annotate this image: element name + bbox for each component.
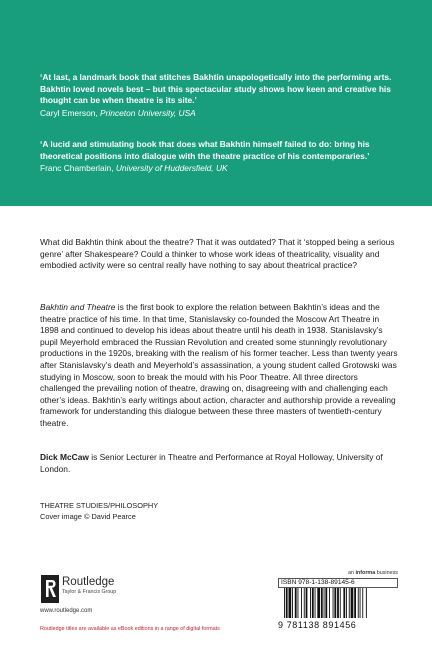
barcode-bar [284, 588, 285, 618]
barcode-bar [349, 588, 350, 618]
ebook-note: Routledge titles are available as eBook editions in a range of digital formats [40, 626, 220, 632]
barcode-bar [366, 588, 367, 618]
quote-author: Franc Chamberlain, [40, 163, 116, 174]
barcode-icon [278, 588, 398, 620]
barcode-area [278, 570, 398, 632]
endorsement-quote [40, 72, 400, 119]
barcode-bar [317, 588, 320, 618]
book-title: Bakhtin and Theatre [40, 302, 116, 312]
barcode-bar [298, 588, 299, 618]
author-bio-text: is Senior Lecturer in Theatre and Performance at Royal Holloway, University of London. [40, 452, 383, 474]
barcode-bar [334, 588, 336, 618]
description-paragraph [40, 302, 400, 430]
author-bio [40, 452, 400, 475]
barcode-bar [286, 588, 288, 618]
barcode-bar [337, 588, 339, 618]
barcode-bar [292, 588, 293, 618]
publisher-logo [40, 575, 160, 611]
barcode-bar [340, 588, 341, 618]
quote-text: ‘A lucid and stimulating book that does what Bakhtin himself failed to do: bring his theoretical positions into dialogue with the theatre practice of his contemporaries.’ [40, 139, 370, 161]
publisher-website-link[interactable]: www.routledge.com [40, 608, 93, 614]
barcode-bar [329, 588, 330, 618]
barcode-bar [360, 588, 361, 618]
routledge-mark-icon [40, 575, 60, 603]
barcode-digits: 9 781138 891456 [278, 620, 357, 630]
barcode-bar [304, 588, 305, 618]
quote-text: ‘At last, a landmark book that stitches Bakhtin unapologetically into the performing arts. Bakhtin loved novels best – but this spectacular study shows how keen and creative his thought can be when theatre is its site.’ [40, 72, 392, 106]
barcode-bar [362, 588, 363, 618]
quotes-band [0, 0, 432, 206]
quote-author: Caryl Emerson, [40, 107, 101, 118]
barcode-bar [301, 588, 302, 618]
barcode-bar [295, 588, 297, 618]
informa-tagline: an informa business [347, 570, 398, 576]
subject-category: THEATRE STUDIES/PHILOSOPHY [40, 501, 159, 510]
cover-credit: Cover image © David Pearce [40, 512, 136, 521]
publisher-name: Routledge [62, 576, 115, 588]
endorsement-quote [40, 139, 400, 175]
barcode-bar [306, 588, 308, 618]
barcode-bar [321, 588, 323, 618]
quote-attribution [40, 108, 400, 120]
barcode-bar [310, 588, 311, 618]
barcode-bar [333, 588, 334, 618]
description-text: is the first book to explore the relation between Bakhtin’s ideas and the theatre practice of his time. In that time, Stanislavsky co-founded the Moscow Art Theatre in 1898 and continued to develop his ideas about theatre until his death in 1938. Stanislavsky’s pupil Meyerhold embraced the Russian Revolution and created some stunningly revolutionary productions in the 1920s, breaking with the realism of his former teacher. Less than twenty years after Stanislavsky’s death and Meyerhold’s assassination, a young student called Grotowski was studying in Moscow, soon to break the mould with his Poor Theatre. All three directors challenged the prevailing notion of theatre, drawing on, disagreeing with and challenging each other’s ideas. Bakhtin’s early writings about action, character and authorship provide a revealing framework for understanding this dialogue between these three masters of twentieth-century theatre. [40, 302, 398, 428]
intro-paragraph: What did Bakhtin think about the theatre? That it was outdated? That it ‘stopped being a serious genre’ after Shakespeare? Could a thinker to whose work ideas of theatricality, visuality and embodied activity were so central really have nothing to say about theatrical practice? [40, 237, 395, 271]
barcode-bar [289, 588, 292, 618]
barcode-bar [343, 588, 345, 618]
barcode-bar [346, 588, 347, 618]
quote-affiliation: Princeton University, USA [100, 107, 196, 118]
barcode-bar [358, 588, 359, 618]
barcode-bar [324, 588, 325, 618]
isbn-label: ISBN 978-1-138-89145-6 [278, 578, 398, 588]
quote-affiliation: University of Huddersfield, UK [115, 163, 228, 174]
publisher-group: Taylor & Francis Group [62, 589, 117, 595]
barcode-bar [312, 588, 314, 618]
author-name: Dick McCaw [40, 452, 89, 462]
quote-attribution [40, 163, 400, 175]
barcode-bar [315, 588, 316, 618]
barcode-bar [325, 588, 327, 618]
barcode-bar [351, 588, 354, 618]
barcode-bar [354, 588, 356, 618]
informa-name: informa [355, 570, 376, 576]
